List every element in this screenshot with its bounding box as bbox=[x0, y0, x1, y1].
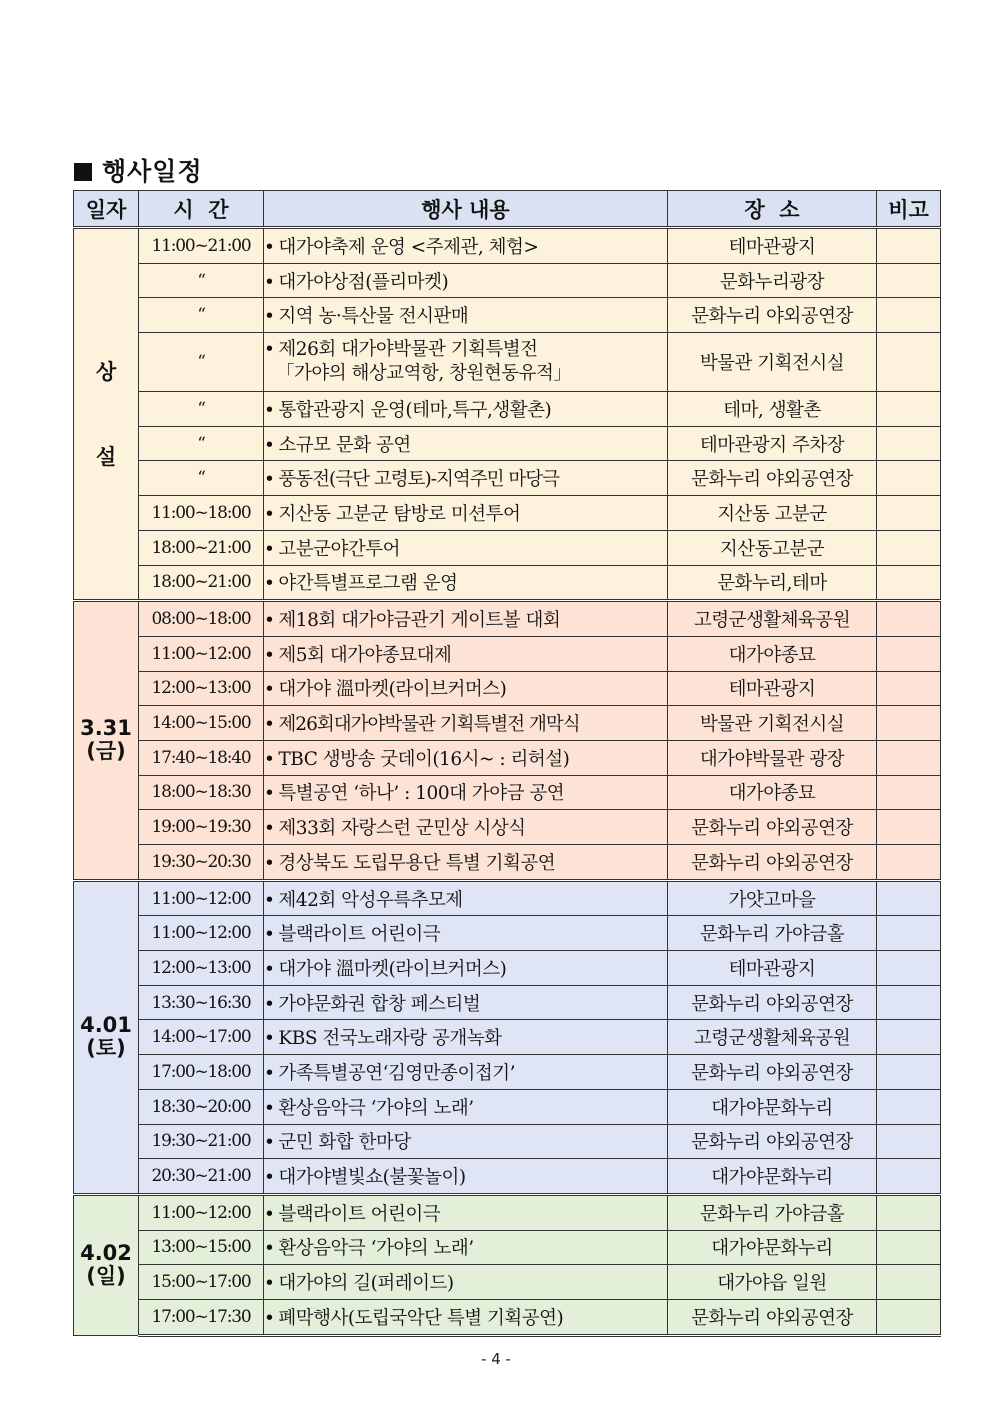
bullet-icon: • bbox=[264, 1062, 275, 1084]
date-label: 4.01 bbox=[80, 1013, 132, 1038]
place-cell: 문화누리 야외공연장 bbox=[668, 1055, 877, 1090]
place-cell: 고령군생활체육공원 bbox=[668, 1020, 877, 1055]
event-cell bbox=[264, 1299, 668, 1335]
bullet-icon: • bbox=[264, 1028, 275, 1050]
event-cell bbox=[264, 496, 668, 531]
bullet-icon: • bbox=[264, 1167, 275, 1189]
note-cell bbox=[877, 496, 941, 531]
event-cell bbox=[264, 1159, 668, 1195]
table-row bbox=[74, 565, 941, 601]
place-cell: 박물관 기획전시실 bbox=[668, 706, 877, 741]
table-row bbox=[74, 1055, 941, 1090]
bullet-icon: • bbox=[264, 339, 275, 361]
table-row bbox=[74, 985, 941, 1020]
event-text: 제42회 악성우륵추모제 bbox=[278, 889, 463, 911]
time-cell: 11:00~21:00 bbox=[139, 228, 264, 264]
event-cell bbox=[264, 333, 668, 392]
note-cell bbox=[877, 916, 941, 951]
event-text: 야간특별프로그램 운영 bbox=[278, 573, 458, 595]
header-time: 시 간 bbox=[139, 191, 264, 228]
note-cell bbox=[877, 845, 941, 881]
bullet-icon: • bbox=[264, 236, 275, 258]
bullet-icon: • bbox=[264, 306, 275, 328]
place-cell: 문화누리 가야금홀 bbox=[668, 1194, 877, 1230]
note-cell bbox=[877, 775, 941, 810]
table-row bbox=[74, 333, 941, 392]
section-title: 행사일정 bbox=[102, 157, 203, 186]
time-cell: 17:00~17:30 bbox=[139, 1299, 264, 1335]
header-place: 장 소 bbox=[668, 191, 877, 228]
place-cell: 테마관광지 bbox=[668, 671, 877, 706]
table-row bbox=[74, 496, 941, 531]
time-cell: “ bbox=[139, 392, 264, 427]
table-row bbox=[74, 1194, 941, 1230]
bullet-icon: • bbox=[264, 993, 275, 1015]
event-cell bbox=[264, 228, 668, 264]
event-cell bbox=[264, 1265, 668, 1300]
header-event: 행사 내용 bbox=[264, 191, 668, 228]
event-cell bbox=[264, 392, 668, 427]
note-cell bbox=[877, 1194, 941, 1230]
time-cell: 17:40~18:40 bbox=[139, 740, 264, 775]
place-cell: 테마관광지 bbox=[668, 951, 877, 986]
bullet-icon: • bbox=[264, 469, 275, 491]
note-cell bbox=[877, 228, 941, 264]
note-cell bbox=[877, 601, 941, 637]
note-cell bbox=[877, 461, 941, 496]
time-cell: 12:00~13:00 bbox=[139, 951, 264, 986]
time-cell: 19:30~21:00 bbox=[139, 1124, 264, 1159]
place-cell: 박물관 기획전시실 bbox=[668, 333, 877, 392]
place-cell: 대가야종묘 bbox=[668, 775, 877, 810]
date-label: 상 bbox=[95, 360, 117, 385]
time-cell: 17:00~18:00 bbox=[139, 1055, 264, 1090]
time-cell: 11:00~12:00 bbox=[139, 636, 264, 671]
bullet-icon: • bbox=[264, 1097, 275, 1119]
table-row bbox=[74, 1299, 941, 1335]
table-row bbox=[74, 951, 941, 986]
time-cell: “ bbox=[139, 461, 264, 496]
bullet-icon: • bbox=[264, 610, 275, 632]
note-cell bbox=[877, 1265, 941, 1300]
note-cell bbox=[877, 1089, 941, 1124]
event-text: 환상음악극 ‘가야의 노래’ bbox=[278, 1097, 474, 1119]
event-cell bbox=[264, 461, 668, 496]
time-cell: “ bbox=[139, 263, 264, 298]
event-text: 대가야축제 운영 <주제관, 체험> bbox=[278, 236, 539, 258]
event-cell bbox=[264, 426, 668, 461]
note-cell bbox=[877, 740, 941, 775]
time-cell: 08:00~18:00 bbox=[139, 601, 264, 637]
table-row bbox=[74, 775, 941, 810]
time-cell: 13:00~15:00 bbox=[139, 1230, 264, 1265]
time-cell: 18:00~18:30 bbox=[139, 775, 264, 810]
bullet-icon: • bbox=[264, 679, 275, 701]
table-row bbox=[74, 1020, 941, 1055]
event-cell bbox=[264, 565, 668, 601]
table-row bbox=[74, 671, 941, 706]
schedule-table bbox=[73, 190, 941, 1337]
event-cell bbox=[264, 298, 668, 333]
event-cell bbox=[264, 601, 668, 637]
event-cell bbox=[264, 810, 668, 845]
note-cell bbox=[877, 1230, 941, 1265]
event-text: 가야문화권 합창 페스티벌 bbox=[278, 993, 481, 1015]
time-cell: 18:00~21:00 bbox=[139, 530, 264, 565]
date-label: 설 bbox=[95, 445, 117, 469]
bullet-icon: • bbox=[264, 783, 275, 805]
note-cell bbox=[877, 426, 941, 461]
event-text: 제26회대가야박물관 기획특별전 개막식 bbox=[278, 714, 580, 736]
event-text: 대가야상점(플리마켓) bbox=[278, 271, 449, 293]
date-label: 3.31 bbox=[80, 716, 132, 741]
note-cell bbox=[877, 392, 941, 427]
event-text: 제33회 자랑스런 군민상 시상식 bbox=[278, 818, 526, 840]
time-cell: 11:00~18:00 bbox=[139, 496, 264, 531]
event-cell bbox=[264, 1055, 668, 1090]
note-cell bbox=[877, 1020, 941, 1055]
event-text: 블랙라이트 어린이극 bbox=[278, 924, 441, 946]
table-row bbox=[74, 810, 941, 845]
place-cell: 대가야종묘 bbox=[668, 636, 877, 671]
bullet-icon: • bbox=[264, 399, 275, 421]
place-cell: 문화누리 야외공연장 bbox=[668, 298, 877, 333]
bullet-icon: • bbox=[264, 852, 275, 874]
bullet-icon: • bbox=[264, 924, 275, 946]
note-cell bbox=[877, 263, 941, 298]
event-text: 고분군야간투어 bbox=[278, 538, 401, 560]
event-text: 경상북도 도립무용단 특별 기획공연 bbox=[278, 852, 556, 874]
event-text: 「가야의 해상교역항, 창원현동유적」 bbox=[276, 363, 572, 385]
event-text: 대가야 溫마켓(라이브커머스) bbox=[278, 958, 507, 980]
place-cell: 문화누리 야외공연장 bbox=[668, 810, 877, 845]
note-cell bbox=[877, 530, 941, 565]
event-text: 풍동전(극단 고령토)-지역주민 마당극 bbox=[278, 469, 559, 491]
event-text: 지산동 고분군 탐방로 미션투어 bbox=[278, 503, 521, 525]
place-cell: 대가야문화누리 bbox=[668, 1230, 877, 1265]
event-text: 가족특별공연‘김영만종이접기’ bbox=[278, 1062, 516, 1084]
time-cell: 14:00~17:00 bbox=[139, 1020, 264, 1055]
note-cell bbox=[877, 1124, 941, 1159]
event-cell bbox=[264, 1194, 668, 1230]
table-row bbox=[74, 740, 941, 775]
note-cell bbox=[877, 671, 941, 706]
table-row bbox=[74, 426, 941, 461]
table-row bbox=[74, 298, 941, 333]
event-text: 지역 농·특산물 전시판매 bbox=[278, 306, 469, 328]
note-cell bbox=[877, 1055, 941, 1090]
date-cell-0402 bbox=[74, 1194, 139, 1335]
place-cell: 고령군생활체육공원 bbox=[668, 601, 877, 637]
date-label: (금) bbox=[86, 739, 126, 764]
event-cell bbox=[264, 1020, 668, 1055]
note-cell bbox=[877, 985, 941, 1020]
bullet-icon: • bbox=[264, 503, 275, 525]
time-cell: 19:30~20:30 bbox=[139, 845, 264, 881]
date-cell-0331 bbox=[74, 601, 139, 881]
event-cell bbox=[264, 775, 668, 810]
bullet-icon: • bbox=[264, 958, 275, 980]
bullet-icon: • bbox=[264, 889, 275, 911]
event-text: 통합관광지 운영(테마,특구,생활촌) bbox=[278, 399, 552, 421]
note-cell bbox=[877, 298, 941, 333]
event-text: KBS 전국노래자랑 공개녹화 bbox=[278, 1028, 502, 1050]
event-text: 대가야 溫마켓(라이브커머스) bbox=[278, 679, 507, 701]
bullet-icon: • bbox=[264, 818, 275, 840]
time-cell: 11:00~12:00 bbox=[139, 916, 264, 951]
event-text: 소규모 문화 공연 bbox=[278, 434, 411, 456]
bullet-icon: • bbox=[264, 538, 275, 560]
place-cell: 지산동 고분군 bbox=[668, 496, 877, 531]
bullet-icon: • bbox=[264, 714, 275, 736]
note-cell bbox=[877, 951, 941, 986]
time-cell: 12:00~13:00 bbox=[139, 671, 264, 706]
table-row bbox=[74, 601, 941, 637]
time-cell: 19:00~19:30 bbox=[139, 810, 264, 845]
place-cell: 대가야문화누리 bbox=[668, 1159, 877, 1195]
event-cell bbox=[264, 706, 668, 741]
square-bullet-icon bbox=[74, 163, 92, 181]
place-cell: 문화누리 야외공연장 bbox=[668, 461, 877, 496]
time-cell: 13:30~16:30 bbox=[139, 985, 264, 1020]
note-cell bbox=[877, 636, 941, 671]
event-cell bbox=[264, 263, 668, 298]
bullet-icon: • bbox=[264, 644, 275, 666]
event-text: 환상음악극 ‘가야의 노래’ bbox=[278, 1238, 474, 1260]
table-row bbox=[74, 845, 941, 881]
time-cell: 18:00~21:00 bbox=[139, 565, 264, 601]
page-number: - 4 - bbox=[481, 1350, 511, 1368]
date-label: 4.02 bbox=[80, 1241, 132, 1266]
time-cell: 20:30~21:00 bbox=[139, 1159, 264, 1195]
time-cell: 14:00~15:00 bbox=[139, 706, 264, 741]
event-text: 블랙라이트 어린이극 bbox=[278, 1203, 441, 1225]
table-row bbox=[74, 461, 941, 496]
table-row bbox=[74, 1159, 941, 1195]
bullet-icon: • bbox=[264, 1307, 275, 1329]
event-cell bbox=[264, 845, 668, 881]
event-text: 제26회 대가야박물관 기획특별전 bbox=[278, 339, 538, 361]
place-cell: 문화누리 야외공연장 bbox=[668, 845, 877, 881]
event-text: 군민 화합 한마당 bbox=[278, 1132, 411, 1154]
bullet-icon: • bbox=[264, 1203, 275, 1225]
date-cell-0401 bbox=[74, 880, 139, 1194]
date-label: (토) bbox=[86, 1036, 126, 1061]
table-row bbox=[74, 263, 941, 298]
table-row bbox=[74, 228, 941, 264]
place-cell: 가얏고마을 bbox=[668, 880, 877, 916]
header-date: 일자 bbox=[74, 191, 139, 228]
note-cell bbox=[877, 333, 941, 392]
date-cell-sang bbox=[74, 228, 139, 601]
table-row bbox=[74, 636, 941, 671]
event-cell bbox=[264, 1124, 668, 1159]
event-cell bbox=[264, 985, 668, 1020]
place-cell: 문화누리광장 bbox=[668, 263, 877, 298]
event-cell bbox=[264, 1089, 668, 1124]
place-cell: 대가야박물관 광장 bbox=[668, 740, 877, 775]
event-text: 특별공연 ‘하나’ : 100대 가야금 공연 bbox=[278, 783, 565, 805]
place-cell: 대가야읍 일원 bbox=[668, 1265, 877, 1300]
event-text: TBC 생방송 굿데이(16시~ : 리허설) bbox=[278, 748, 570, 770]
table-row bbox=[74, 706, 941, 741]
event-text: 제5회 대가야종묘대제 bbox=[278, 644, 452, 666]
table-row bbox=[74, 916, 941, 951]
header-row bbox=[74, 191, 941, 228]
note-cell bbox=[877, 706, 941, 741]
place-cell: 테마관광지 주차장 bbox=[668, 426, 877, 461]
note-cell bbox=[877, 565, 941, 601]
table-row bbox=[74, 1265, 941, 1300]
event-cell bbox=[264, 1230, 668, 1265]
time-cell: “ bbox=[139, 298, 264, 333]
place-cell: 문화누리,테마 bbox=[668, 565, 877, 601]
event-text: 대가야의 길(퍼레이드) bbox=[278, 1273, 454, 1295]
bullet-icon: • bbox=[264, 1273, 275, 1295]
event-cell bbox=[264, 740, 668, 775]
event-cell bbox=[264, 530, 668, 565]
place-cell: 대가야문화누리 bbox=[668, 1089, 877, 1124]
bullet-icon: • bbox=[264, 1238, 275, 1260]
event-cell bbox=[264, 636, 668, 671]
note-cell bbox=[877, 880, 941, 916]
bullet-icon: • bbox=[264, 1132, 275, 1154]
place-cell: 문화누리 야외공연장 bbox=[668, 1124, 877, 1159]
table-row bbox=[74, 392, 941, 427]
place-cell: 지산동고분군 bbox=[668, 530, 877, 565]
table-row bbox=[74, 1089, 941, 1124]
section-heading bbox=[74, 152, 203, 188]
table-row bbox=[74, 1124, 941, 1159]
place-cell: 테마관광지 bbox=[668, 228, 877, 264]
place-cell: 문화누리 가야금홀 bbox=[668, 916, 877, 951]
bullet-icon: • bbox=[264, 434, 275, 456]
table-row bbox=[74, 530, 941, 565]
time-cell: 15:00~17:00 bbox=[139, 1265, 264, 1300]
place-cell: 문화누리 야외공연장 bbox=[668, 985, 877, 1020]
event-cell bbox=[264, 916, 668, 951]
note-cell bbox=[877, 1299, 941, 1335]
time-cell: “ bbox=[139, 333, 264, 392]
header-note: 비고 bbox=[877, 191, 941, 228]
event-text: 폐막행사(도립국악단 특별 기획공연) bbox=[278, 1307, 564, 1329]
bullet-icon: • bbox=[264, 748, 275, 770]
table-row bbox=[74, 1230, 941, 1265]
place-cell: 테마, 생활촌 bbox=[668, 392, 877, 427]
note-cell bbox=[877, 810, 941, 845]
event-cell bbox=[264, 671, 668, 706]
table-row bbox=[74, 880, 941, 916]
event-text: 제18회 대가야금관기 게이트볼 대회 bbox=[278, 610, 561, 632]
event-cell bbox=[264, 880, 668, 916]
bullet-icon: • bbox=[264, 573, 275, 595]
place-cell: 문화누리 야외공연장 bbox=[668, 1299, 877, 1335]
date-label: (일) bbox=[86, 1264, 126, 1289]
event-text: 대가야별빛쇼(불꽃놀이) bbox=[278, 1167, 466, 1189]
event-cell bbox=[264, 951, 668, 986]
time-cell: 18:30~20:00 bbox=[139, 1089, 264, 1124]
time-cell: “ bbox=[139, 426, 264, 461]
note-cell bbox=[877, 1159, 941, 1195]
time-cell: 11:00~12:00 bbox=[139, 1194, 264, 1230]
bullet-icon: • bbox=[264, 271, 275, 293]
time-cell: 11:00~12:00 bbox=[139, 880, 264, 916]
